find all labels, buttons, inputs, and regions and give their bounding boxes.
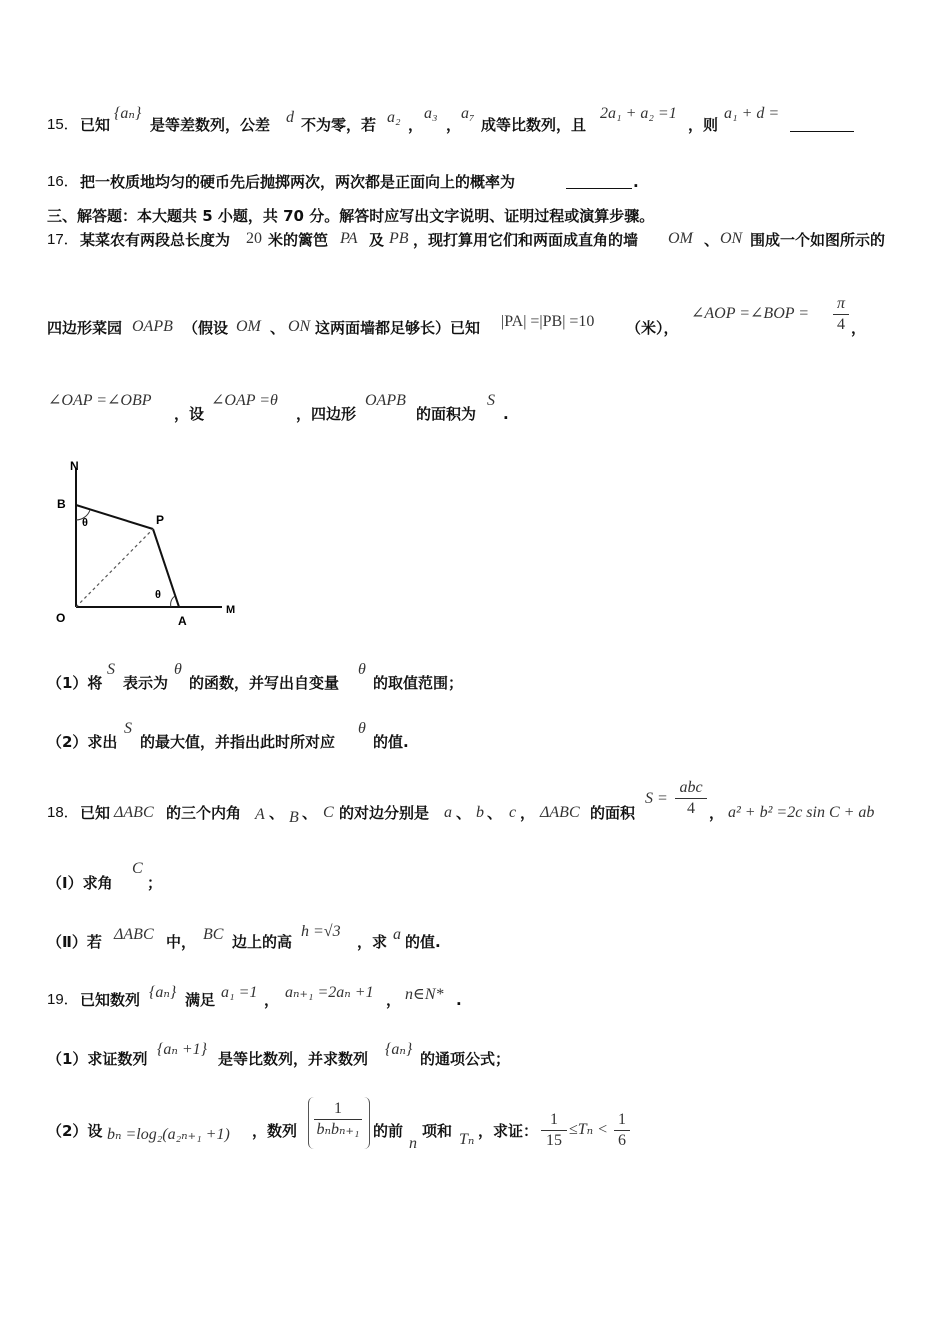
q19-s2-right-num: 1 [618, 1111, 626, 1128]
q18-number: 18． [47, 804, 79, 821]
q19-s1-seq-2: {aₙ} [385, 1041, 413, 1058]
q18-S-eq: S = [645, 790, 668, 807]
q19-text-2: 满足 [185, 991, 216, 1009]
q19-seq: {aₙ} [149, 984, 177, 1001]
q19-s2-T: Tₙ [459, 1131, 475, 1148]
q15-text-2: 是等差数列，公差 [150, 116, 271, 134]
q19-s2-e: 项和 [422, 1122, 453, 1140]
label-B: B [57, 497, 66, 511]
label-theta-B: θ [82, 517, 88, 529]
q19-s2-term [314, 1099, 362, 1140]
q17-sub1-theta: θ [174, 661, 182, 678]
q17-sub2-c: 的值. [373, 733, 409, 751]
q15-text-3: 不为零，若 [301, 116, 377, 134]
q18-area-fraction [675, 778, 707, 819]
q19-s2-c: ，数列 [252, 1122, 298, 1140]
q17-text-2: 米的篱笆 [268, 231, 329, 249]
q18-dun-2: 、 [302, 804, 318, 822]
q15-text-4: 成等比数列，且 [481, 116, 587, 134]
q19-s2-left-num: 1 [550, 1111, 558, 1128]
q18-text-3: 的对边分别是 [339, 804, 430, 822]
q17-text-9: ，四边形 [296, 405, 357, 423]
q17-sub2-S: S [124, 720, 132, 737]
q17-OM: OM [668, 230, 693, 247]
q19-s2-right-den: 6 [614, 1130, 630, 1151]
section-heading: 三、解答题：本大题共 5 小题，共 70 分。解答时应写出文字说明、证明过程或演算步骤。 [47, 207, 655, 225]
q15-answer-blank[interactable] [790, 131, 854, 132]
q18-i-b: ； [147, 874, 163, 892]
q18-c: c [509, 804, 517, 821]
q15-sep2: ， [446, 116, 462, 134]
q17-angle-2: ∠OAP =∠OBP [48, 392, 152, 409]
q17-PA: PA [340, 230, 358, 247]
q18-a: a [444, 804, 452, 821]
q17-sub2-theta: θ [358, 720, 366, 737]
q18-ii-a-var: a [393, 926, 401, 943]
q17-OAPB: OAPB [132, 318, 173, 335]
quadrilateral-figure [40, 450, 250, 635]
q18-text-4: ， [520, 804, 536, 822]
q17-ON: ON [720, 230, 743, 247]
q19-s2-d: 的前 [373, 1122, 404, 1140]
q17-sub1-S: S [107, 661, 115, 678]
q19-comma-2: ， [386, 991, 402, 1009]
q17-sub1-theta-2: θ [358, 661, 366, 678]
q18-ii-BC: BC [203, 926, 224, 943]
q19-s2-num: 1 [334, 1100, 342, 1117]
q15-a3: a₃ [424, 105, 438, 122]
q18-B: B [289, 809, 299, 826]
q18-dun-3: 、 [456, 804, 472, 822]
q17-and: 及 [369, 231, 385, 249]
q19-s1-seq: {aₙ +1} [157, 1041, 208, 1058]
q17-lengths: |PA| =|PB| =10 [501, 313, 595, 330]
q19-s2-left-fraction [541, 1110, 567, 1151]
q17-dun: 、 [704, 231, 720, 249]
q18-text-5: 的面积 [590, 804, 636, 822]
q15-text-5: ，则 [688, 116, 719, 134]
q16-number: 16． [47, 173, 79, 190]
q17-text-6: （假设 [183, 319, 229, 337]
q18-i-C: C [132, 860, 143, 877]
q15-number: 15． [47, 116, 79, 133]
q17-four: 4 [833, 314, 849, 335]
q19-s2-den: bₙbₙ₊₁ [314, 1119, 362, 1140]
q18-text-6: ， [709, 804, 725, 822]
q19-s2-a: （2）设 [47, 1122, 103, 1140]
q17-text-1: 某菜农有两段总长度为 [80, 231, 231, 249]
label-A: A [178, 614, 187, 628]
q19-a1: a₁ =1 [221, 984, 258, 1001]
q19-s1-b: 是等比数列，并求数列 [218, 1050, 369, 1068]
q17-pi: π [836, 295, 845, 312]
q17-text-8: ，设 [174, 405, 205, 423]
q19-s2-right-fraction [614, 1110, 630, 1151]
label-P: P [156, 513, 165, 527]
q15-a7: a₇ [461, 105, 475, 122]
q15-sep1: ， [408, 116, 424, 134]
q19-s1-a: （1）求证数列 [47, 1050, 148, 1068]
q19-s1-c: 的通项公式； [420, 1050, 511, 1068]
q18-four: 4 [675, 798, 707, 819]
q18-b: b [476, 804, 484, 821]
q17-text-10: 的面积为 [416, 405, 477, 423]
q17-sub1-a: （1）将 [47, 674, 103, 692]
q15-condition: 2a₁ + a₂ =1 [600, 105, 677, 122]
q18-text-2: 的三个内角 [166, 804, 242, 822]
label-N: N [70, 459, 79, 473]
q18-ii-e: 的值. [405, 933, 441, 951]
q17-sub2-b: 的最大值，并指出此时所对应 [140, 733, 336, 751]
q17-number: 17． [47, 231, 79, 248]
q19-text-1: 已知数列 [80, 991, 141, 1009]
q18-ii-a: （Ⅱ）若 [47, 933, 102, 951]
q19-s2-left-den: 15 [541, 1130, 567, 1151]
q18-text-1: 已知 [80, 804, 111, 822]
q17-text-3: ，现打算用它们和两面成直角的墙 [413, 231, 639, 249]
q17-sub1-d: 的取值范围； [373, 674, 464, 692]
q15-text-1: 已知 [80, 116, 111, 134]
q18-dun-4: 、 [487, 804, 503, 822]
diagonal-OP [76, 529, 153, 607]
q18-triangle: ΔABC [114, 804, 154, 821]
q19-n-in-N: n∈N* [405, 986, 444, 1003]
q18-A: A [255, 806, 265, 823]
q18-law: a² + b² =2c sin C + ab [728, 804, 875, 821]
label-M: M [226, 604, 236, 616]
q17-angle-1: ∠AOP =∠BOP = [691, 305, 810, 322]
label-theta-A: θ [155, 589, 161, 601]
q18-dun-1: 、 [269, 804, 285, 822]
q17-ON-2: ON [288, 318, 311, 335]
q19-recurrence: aₙ₊₁ =2aₙ +1 [285, 984, 374, 1001]
q18-ii-h: h =√3 [301, 923, 341, 940]
q17-dot: . [503, 405, 509, 423]
q15-seq: {aₙ} [114, 105, 142, 122]
q18-ii-triangle: ΔABC [114, 926, 154, 943]
q19-s2-f: ，求证： [478, 1122, 539, 1140]
q16-text: 把一枚质地均匀的硬币先后抛掷两次，两次都是正面向上的概率为 [80, 173, 516, 191]
q17-text-7: 这两面墙都足够长）已知 [315, 319, 481, 337]
q19-number: 19． [47, 991, 79, 1008]
q17-pi-over-4 [833, 294, 849, 335]
q17-sub1-b: 表示为 [123, 674, 169, 692]
q18-abc: abc [679, 779, 703, 796]
q17-length: 20 [246, 230, 262, 247]
q18-i-a: （Ⅰ）求角 [47, 874, 113, 892]
q19-dot: . [456, 991, 462, 1009]
q17-sub2-a: （2）求出 [47, 733, 118, 751]
q18-C: C [323, 804, 334, 821]
q17-OAPB-2: OAPB [365, 392, 406, 409]
q17-OM-2: OM [236, 318, 261, 335]
q15-ask: a₁ + d = [724, 105, 780, 122]
q17-text-4: 围成一个如图所示的 [750, 231, 886, 249]
q19-s2-b-def: bₙ =log₂(a₂ₙ₊₁ +1) [107, 1126, 230, 1143]
q19-comma-1: ， [264, 991, 280, 1009]
angle-arc-A [171, 596, 175, 607]
q19-s2-ineq: ≤Tₙ < [569, 1121, 608, 1138]
q17-dun-2: 、 [270, 319, 286, 337]
q17-unit: （米）， [626, 319, 679, 337]
q17-text-5: 四边形菜园 [47, 319, 123, 337]
q18-triangle-2: ΔABC [540, 804, 580, 821]
label-O: O [56, 611, 66, 625]
q18-ii-b: 中， [166, 933, 197, 951]
q16-end: . [633, 173, 639, 191]
q17-PB: PB [389, 230, 409, 247]
q17-sub1-c: 的函数，并写出自变量 [189, 674, 340, 692]
q15-a2: a₂ [387, 109, 401, 126]
q19-s2-n: n [409, 1135, 417, 1152]
q18-ii-c: 边上的高 [232, 933, 293, 951]
q15-d: d [286, 109, 294, 126]
q16-answer-blank[interactable] [566, 188, 632, 189]
q18-ii-d: ，求 [357, 933, 388, 951]
q17-S: S [487, 392, 495, 409]
q17-comma: ， [851, 319, 867, 337]
q17-angle-3: ∠OAP =θ [211, 392, 278, 409]
